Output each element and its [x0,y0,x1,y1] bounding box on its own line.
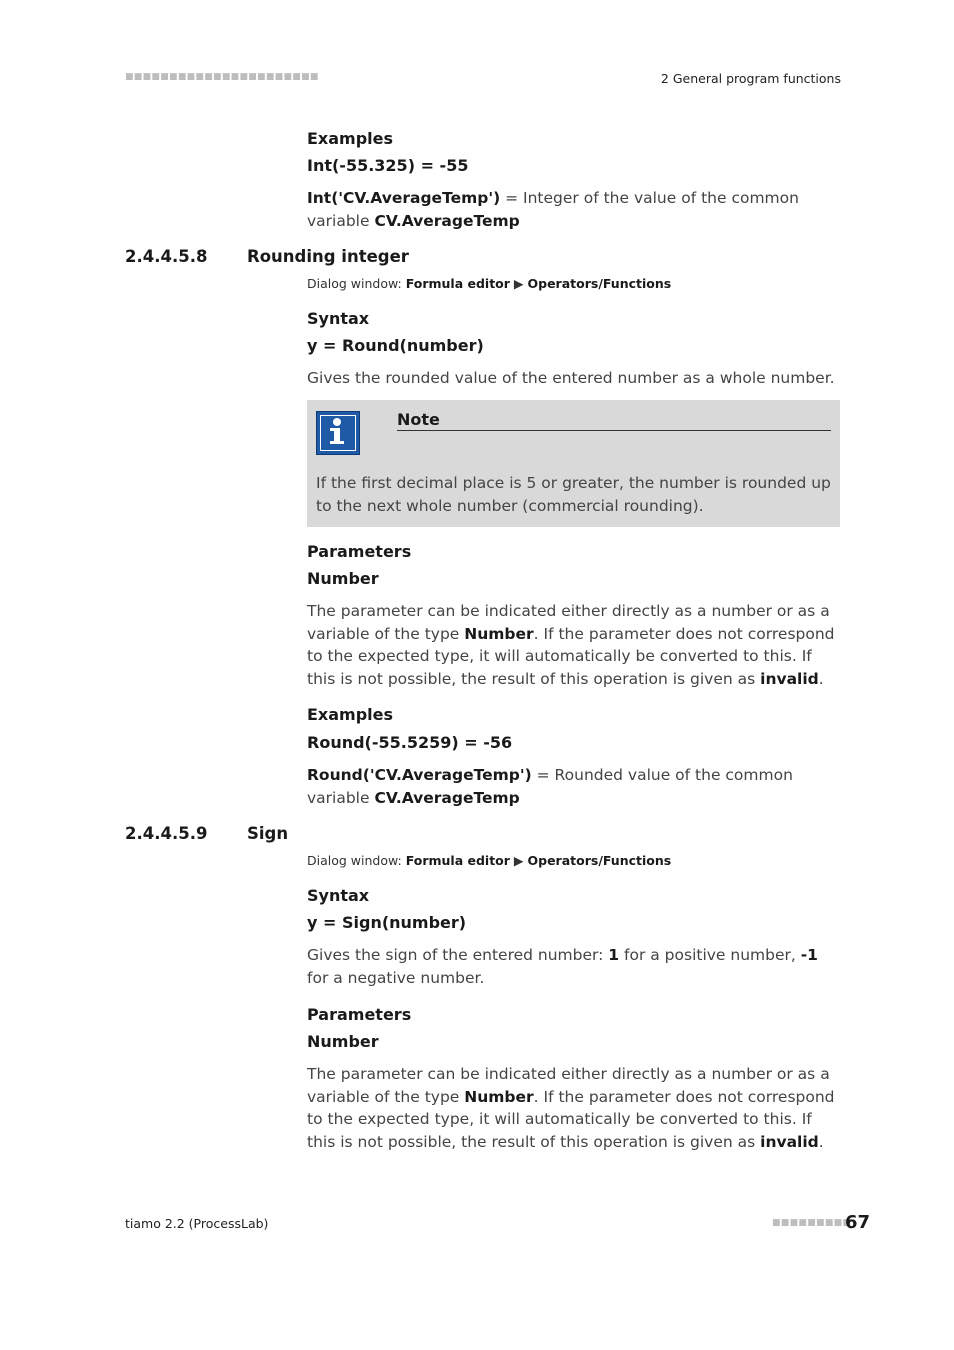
chapter-title: 2 General program functions [660,71,841,86]
section-number: 2.4.4.5.9 [125,824,208,843]
param-text: The parameter can be indicated either directly as a number or as a variable of the type [307,602,830,643]
syntax-line: y = Sign(number) [307,913,467,932]
example-paragraph [307,764,841,809]
param-text: . [818,1132,824,1151]
parameters-heading: Parameters [307,1005,412,1024]
syntax-heading: Syntax [307,886,370,905]
dialog-prefix: Dialog window: [307,853,406,868]
dialog-path-item: Operators/Functions [527,276,672,291]
dialog-path-item: Operators/Functions [527,853,672,868]
example-code: Int('CV.AverageTemp') [307,189,501,207]
param-text: . If the parameter does not correspond to the expected type, it will automatically be converted to this. If this is not possible, the result of this operation is given as [307,1087,835,1151]
footer-product: tiamo 2.2 (ProcessLab) [125,1216,269,1231]
dialog-path [307,853,671,868]
dialog-path-item: Formula editor [405,853,510,868]
desc-negative: -1 [800,946,818,964]
section-title: Rounding integer [247,247,409,266]
description [307,944,841,989]
desc-text: Gives the sign of the entered number: [307,946,609,964]
note-text: If the first decimal place is 5 or greater, the number is rounded up to the next whole number (commercial rounding). [316,474,831,515]
note-box [307,400,840,527]
desc-text: for a positive number, [619,946,801,964]
parameters-heading: Parameters [307,542,412,561]
parameter-description [307,600,841,690]
example-paragraph [307,187,841,232]
param-type: Number [464,624,534,643]
dialog-prefix: Dialog window: [307,276,406,291]
examples-heading: Examples [307,129,394,148]
parameter-name: Number [307,569,379,588]
example-line: Round(-55.5259) = -56 [307,733,513,752]
examples-heading: Examples [307,705,394,724]
example-line: Int(-55.325) = -55 [307,156,469,175]
param-invalid: invalid [760,669,819,688]
parameter-description [307,1063,841,1153]
param-text: The parameter can be indicated either directly as a number or as a variable of the type [307,1065,830,1106]
description: Gives the rounded value of the entered number as a whole number. [307,369,835,387]
page-number: 67 [845,1212,871,1233]
desc-text: for a negative number. [307,968,485,987]
section-title: Sign [247,824,289,843]
header-decoration: ■■■■■■■■■■■■■■■■■■■■■■ [125,72,319,82]
arrow-right-icon: ▶ [509,853,528,868]
example-variable: CV.AverageTemp [374,788,520,807]
param-text: . [818,669,824,688]
param-invalid: invalid [760,1132,819,1151]
desc-positive: 1 [608,946,620,964]
dialog-path-item: Formula editor [405,276,510,291]
parameter-name: Number [307,1032,379,1051]
param-text: . If the parameter does not correspond to the expected type, it will automatically be converted to this. If this is not possible, the result of this operation is given as [307,624,835,688]
syntax-line: y = Round(number) [307,336,484,355]
example-variable: CV.AverageTemp [374,211,520,230]
example-text: = Integer of the value of the common variable [307,189,799,230]
note-title: Note [397,410,831,431]
example-code: Round('CV.AverageTemp') [307,766,532,784]
syntax-heading: Syntax [307,309,370,328]
section-number: 2.4.4.5.8 [125,247,208,266]
param-type: Number [464,1087,534,1106]
dialog-path [307,276,671,291]
footer-decoration: ■■■■■■■■■ [772,1218,852,1228]
arrow-right-icon: ▶ [509,276,528,291]
example-text: = Rounded value of the common variable [307,766,793,807]
info-icon [316,411,360,455]
